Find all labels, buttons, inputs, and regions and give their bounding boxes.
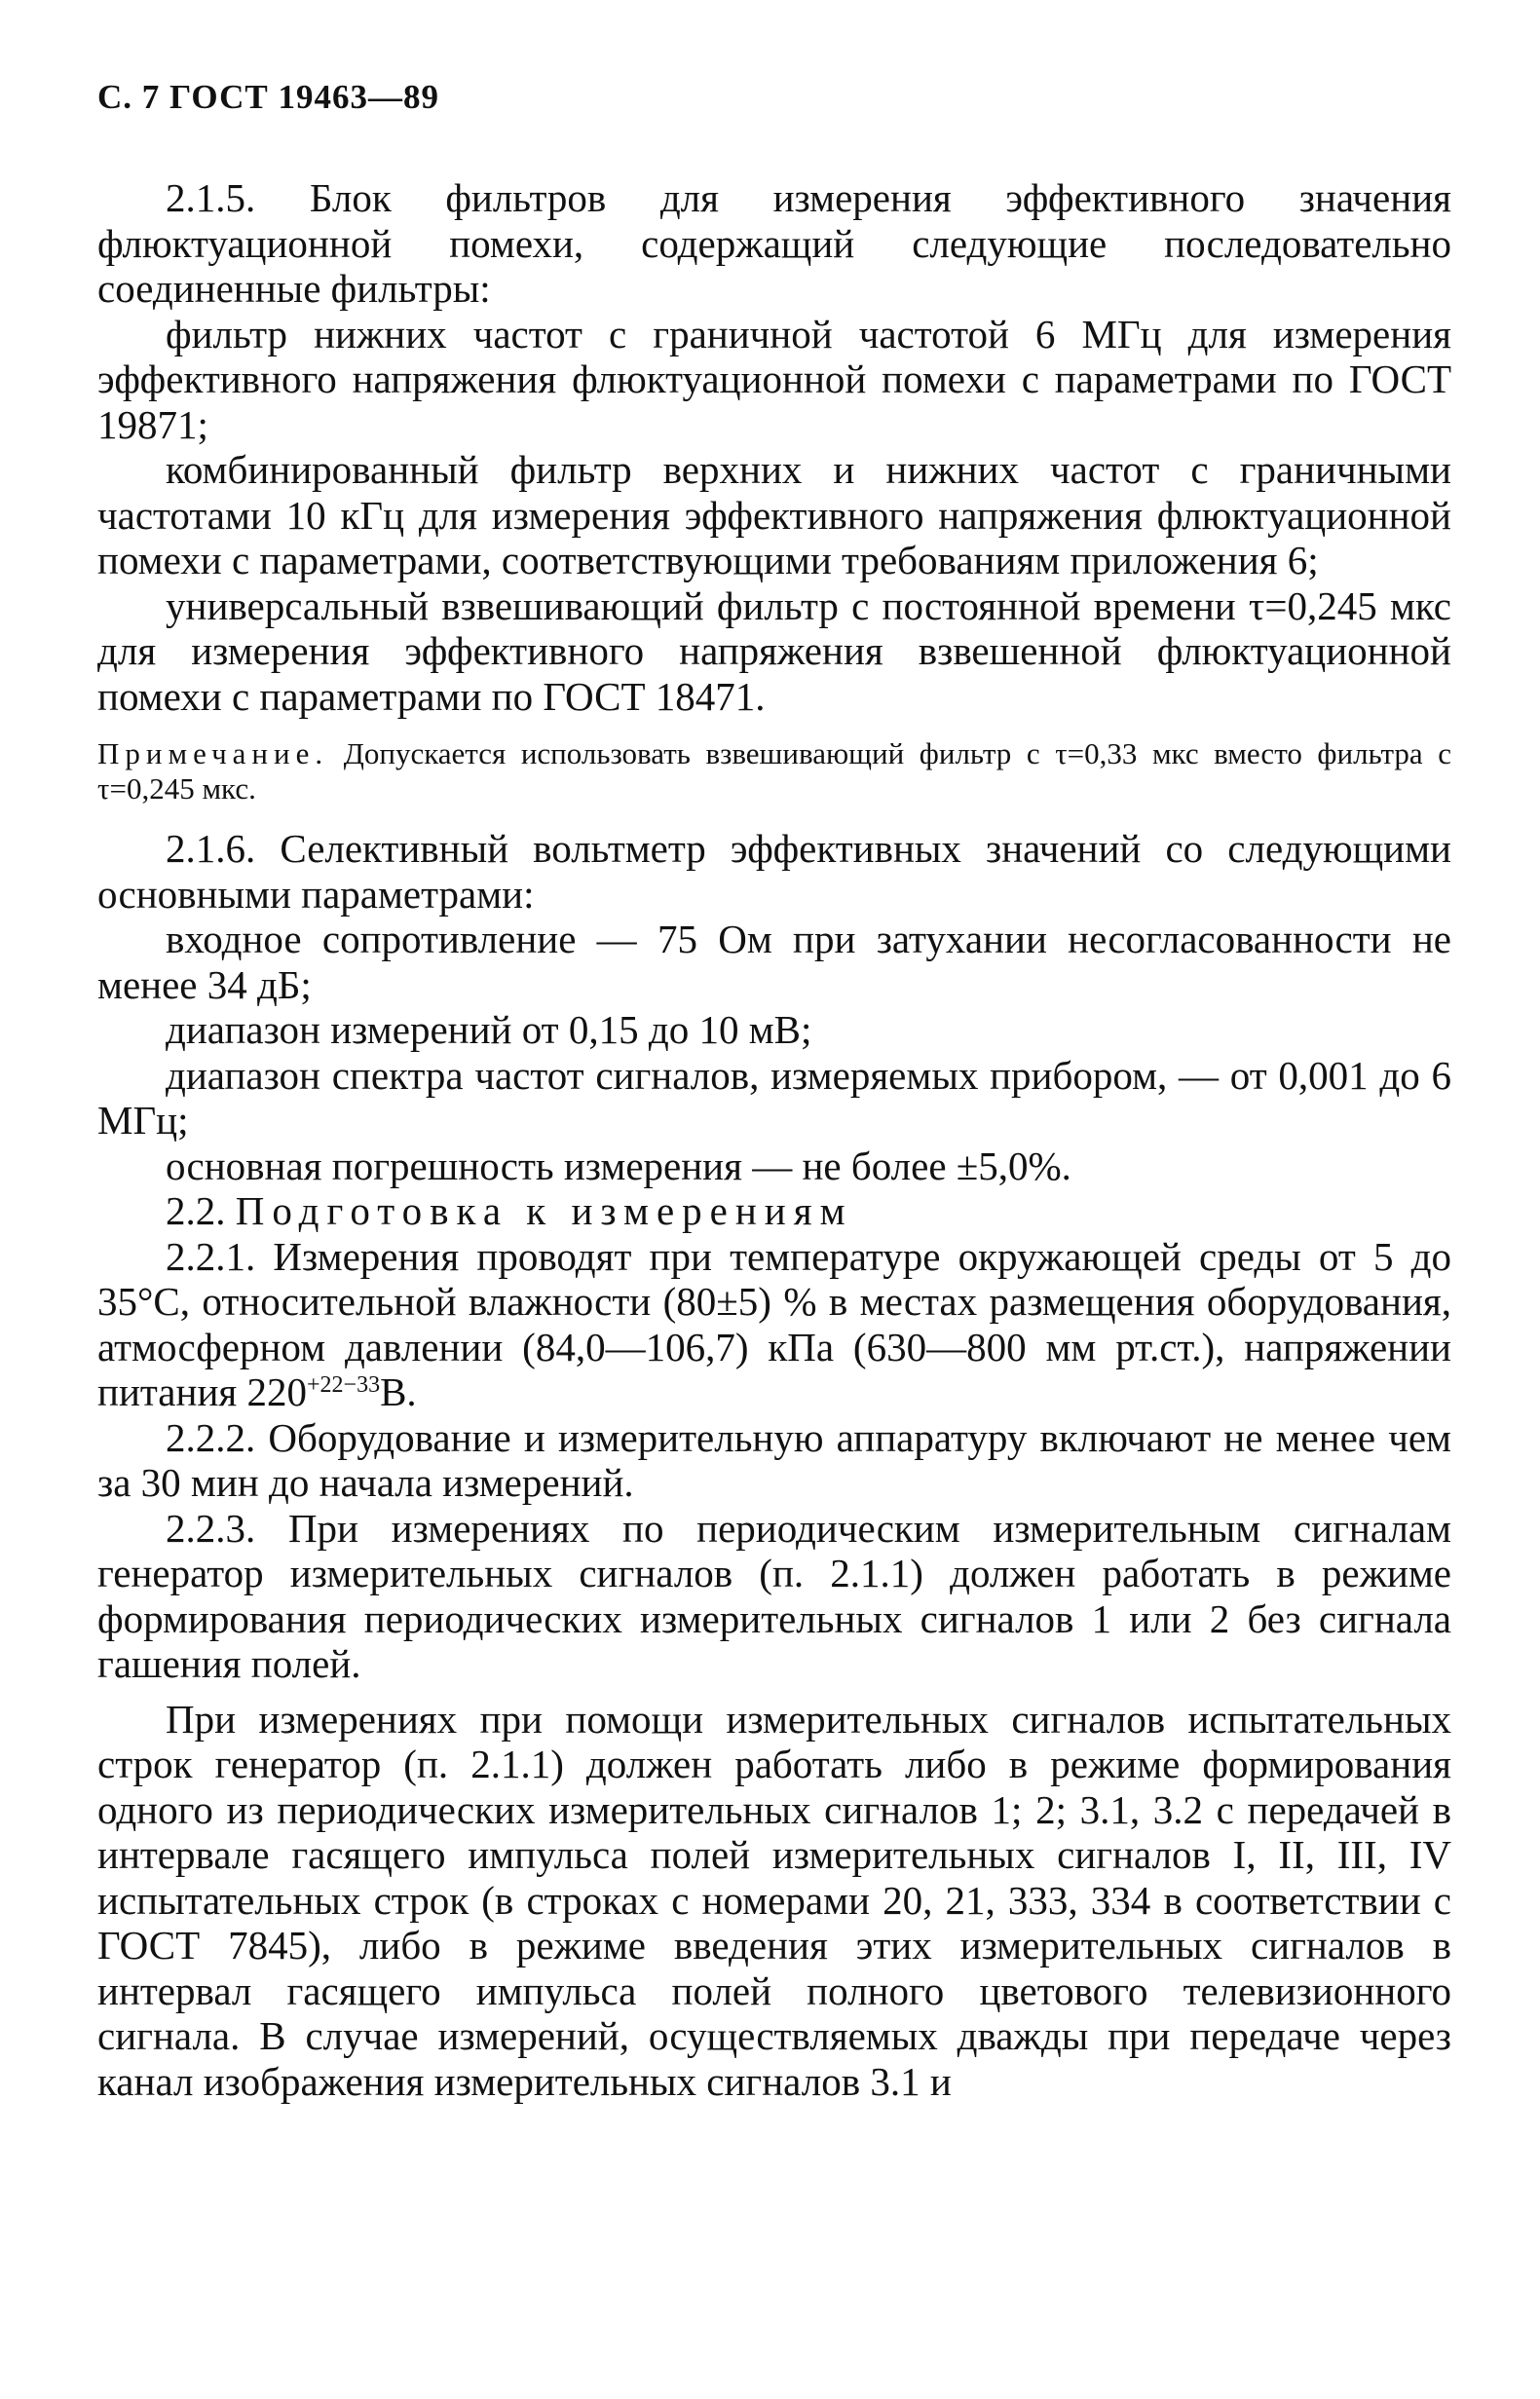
- voltmeter-item-error: основная погрешность измерения — не более ±5,0%.: [166, 1143, 1071, 1188]
- note-label: Примечание.: [97, 736, 329, 770]
- page-header: С. 7 ГОСТ 19463—89: [97, 78, 439, 116]
- note-paragraph: [97, 736, 1451, 806]
- voltmeter-item-spectrum: диапазон спектра частот сигналов, измеряемых прибором, — от 0,001 до 6 МГц;: [97, 1052, 1451, 1143]
- section-2-2-1-text: 2.2.1. Измерения проводят при температуре окружающей среды от 5 до 35°С, относительной влажности (80±5) % в местах размещения оборудования, атмосферном давлении (84,0—106,7) кПа (630—800 мм рт.ст.), напряжении питания 220: [97, 1233, 1451, 1414]
- section-2-2-heading: [97, 1188, 1451, 1234]
- section-2-2-3: 2.2.3. При измерениях по периодическим измерительным сигналам генератор измерительных сигналов (п. 2.1.1) должен работать в режиме формирования периодических измерительных сигналов 1 или 2 без сигнала гашения полей.: [97, 1505, 1451, 1686]
- filter-item-weighting: универсальный взвешивающий фильтр с постоянной времени τ=0,245 мкс для измерения эффективного напряжения взвешенной флюктуационной помехи с параметрами по ГОСТ 18471.: [97, 582, 1451, 719]
- paragraph-test-lines: При измерениях при помощи измерительных сигналов испытательных строк генератор (п. 2.1.1) должен работать либо в режиме формирования одного из периодических измерительных сигналов 1; 2; 3.1, 3.2 с передачей в интервале гасящего импульса полей измерительных сигналов I, II, III, IV испытательных строк (в строках с номерами 20, 21, 333, 334 в соответствии с ГОСТ 7845), либо в режиме введения этих измерительных сигналов в интервал гасящего импульса полей полного цветового телевизионного сигнала. В случае измерений, осуществляемых дважды при передаче через канал изображения измерительных сигналов 3.1 и: [97, 1696, 1451, 2104]
- voltage-unit: В.: [380, 1369, 417, 1414]
- voltmeter-item-range: диапазон измерений от 0,15 до 10 мВ;: [166, 1007, 812, 1052]
- section-2-1-5-intro: 2.1.5. Блок фильтров для измерения эффективного значения флюктуационной помехи, содержащий следующие последовательно соединенные фильтры:: [97, 175, 1451, 311]
- filter-item-lowpass: фильтр нижних частот с граничной частотой 6 МГц для измерения эффективного напряжения флюктуационной помехи с параметрами по ГОСТ 19871;: [97, 311, 1451, 447]
- document-body: [97, 175, 1451, 2104]
- section-2-2-number: 2.2.: [166, 1188, 226, 1233]
- section-2-2-title: Подготовка к измерениям: [235, 1188, 853, 1233]
- section-2-1-6-intro: 2.1.6. Селективный вольтметр эффективных значений со следующими основными параметрами:: [97, 826, 1451, 917]
- voltage-tolerance: +22−33: [307, 1372, 381, 1398]
- filter-item-combined: комбинированный фильтр верхних и нижних частот с граничными частотами 10 кГц для измерения эффективного напряжения флюктуационной помехи с параметрами, соответствующими требованиям приложения 6;: [97, 447, 1451, 582]
- voltmeter-item-impedance: входное сопротивление — 75 Ом при затухании несогласованности не менее 34 дБ;: [97, 917, 1451, 1007]
- note-text: Допускается использовать взвешивающий фильтр с τ=0,33 мкс вместо фильтра с τ=0,245 мкс.: [97, 736, 1452, 806]
- section-2-2-1: [97, 1234, 1451, 1415]
- section-2-2-2: 2.2.2. Оборудование и измерительную аппаратуру включают не менее чем за 30 мин до начала измерений.: [97, 1414, 1451, 1505]
